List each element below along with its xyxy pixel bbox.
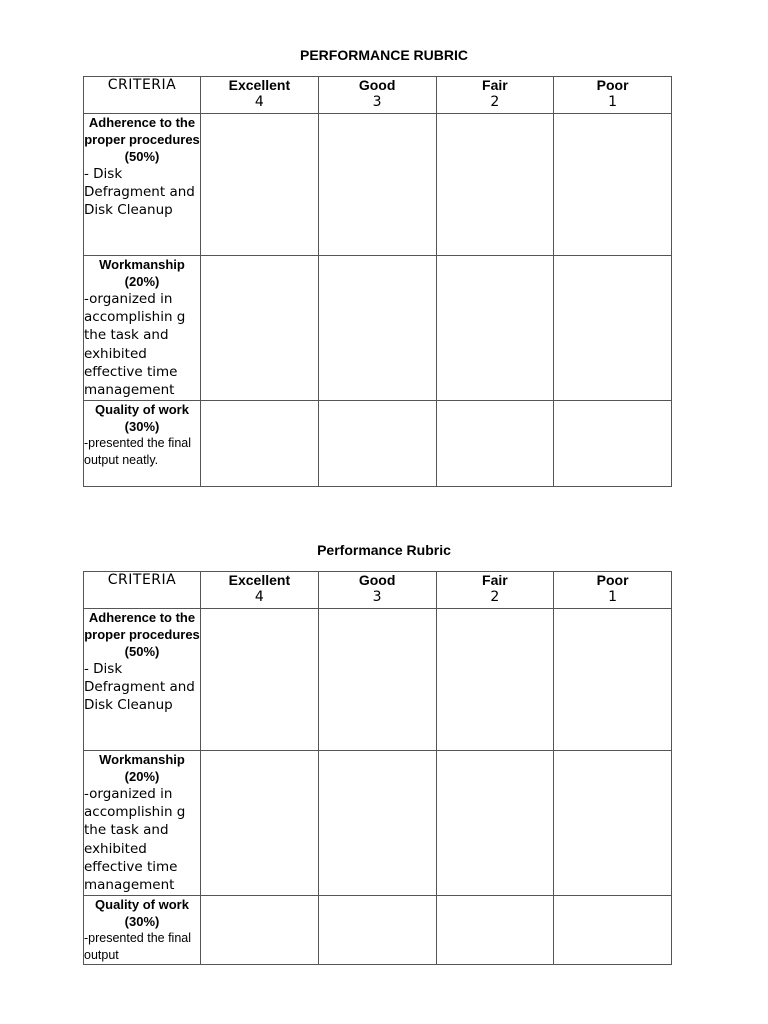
score-cell[interactable] (554, 401, 672, 487)
rating-score: 1 (608, 589, 618, 605)
score-cell[interactable] (554, 751, 672, 896)
score-cell[interactable] (201, 114, 319, 256)
rating-name: Good (358, 77, 396, 93)
rating-header-poor (554, 77, 672, 114)
header-row (84, 77, 672, 114)
rating-header-poor (554, 572, 672, 609)
score-cell[interactable] (554, 256, 672, 401)
score-cell[interactable] (201, 896, 319, 965)
rating-header-fair (436, 77, 554, 114)
criteria-title: Quality of work (30%) (95, 402, 189, 434)
criteria-title: Quality of work (30%) (95, 897, 189, 929)
criteria-title: Workmanship (20%) (99, 257, 185, 289)
rating-name: Fair (482, 77, 508, 93)
rating-score: 3 (372, 94, 382, 110)
criteria-title: Adherence to the proper procedures (50%) (84, 115, 200, 164)
criteria-cell (84, 256, 201, 401)
table-row (84, 256, 672, 401)
rating-header-excellent (201, 77, 319, 114)
rating-name: Excellent (228, 572, 291, 588)
rubric-table (83, 571, 672, 965)
score-cell[interactable] (201, 751, 319, 896)
criteria-description: - Disk Defragment and Disk Cleanup (84, 166, 195, 219)
score-cell[interactable] (436, 896, 554, 965)
criteria-title: Adherence to the proper procedures (50%) (84, 610, 200, 659)
score-cell[interactable] (318, 401, 436, 487)
score-cell[interactable] (318, 751, 436, 896)
criteria-description: -presented the final output (84, 931, 192, 962)
rating-score: 3 (372, 589, 382, 605)
criteria-header: CRITERIA (84, 572, 201, 609)
rating-name: Good (358, 572, 396, 588)
rubric-title: PERFORMANCE RUBRIC (300, 47, 468, 63)
rating-score: 2 (490, 589, 500, 605)
score-cell[interactable] (318, 609, 436, 751)
criteria-header: CRITERIA (84, 77, 201, 114)
rubric-table (83, 76, 672, 487)
table-row (84, 609, 672, 751)
rubric-title: Performance Rubric (317, 542, 451, 558)
score-cell[interactable] (201, 256, 319, 401)
score-cell[interactable] (318, 114, 436, 256)
criteria-cell (84, 401, 201, 487)
table-row (84, 401, 672, 487)
rating-header-good (318, 77, 436, 114)
rating-score: 4 (254, 589, 264, 605)
score-cell[interactable] (436, 401, 554, 487)
rating-header-good (318, 572, 436, 609)
score-cell[interactable] (201, 401, 319, 487)
score-cell[interactable] (554, 609, 672, 751)
rating-score: 1 (608, 94, 618, 110)
rating-header-fair (436, 572, 554, 609)
criteria-description: -organized in accomplishin g the task and exhibited effective time management (84, 786, 186, 894)
rating-score: 4 (254, 94, 264, 110)
score-cell[interactable] (436, 609, 554, 751)
score-cell[interactable] (436, 256, 554, 401)
score-cell[interactable] (201, 609, 319, 751)
score-cell[interactable] (436, 751, 554, 896)
rating-name: Excellent (228, 77, 291, 93)
rating-name: Fair (482, 572, 508, 588)
criteria-description: - Disk Defragment and Disk Cleanup (84, 661, 195, 714)
criteria-cell (84, 751, 201, 896)
rating-name: Poor (596, 572, 629, 588)
criteria-cell (84, 609, 201, 751)
criteria-description: -presented the final output neatly. (84, 436, 192, 467)
score-cell[interactable] (436, 114, 554, 256)
score-cell[interactable] (554, 114, 672, 256)
table-row (84, 896, 672, 965)
criteria-description: -organized in accomplishin g the task and exhibited effective time management (84, 291, 186, 399)
table-row (84, 114, 672, 256)
rating-score: 2 (490, 94, 500, 110)
header-row (84, 572, 672, 609)
rating-name: Poor (596, 77, 629, 93)
rating-header-excellent (201, 572, 319, 609)
criteria-cell (84, 114, 201, 256)
table-row (84, 751, 672, 896)
criteria-cell (84, 896, 201, 965)
score-cell[interactable] (318, 896, 436, 965)
score-cell[interactable] (554, 896, 672, 965)
score-cell[interactable] (318, 256, 436, 401)
criteria-title: Workmanship (20%) (99, 752, 185, 784)
